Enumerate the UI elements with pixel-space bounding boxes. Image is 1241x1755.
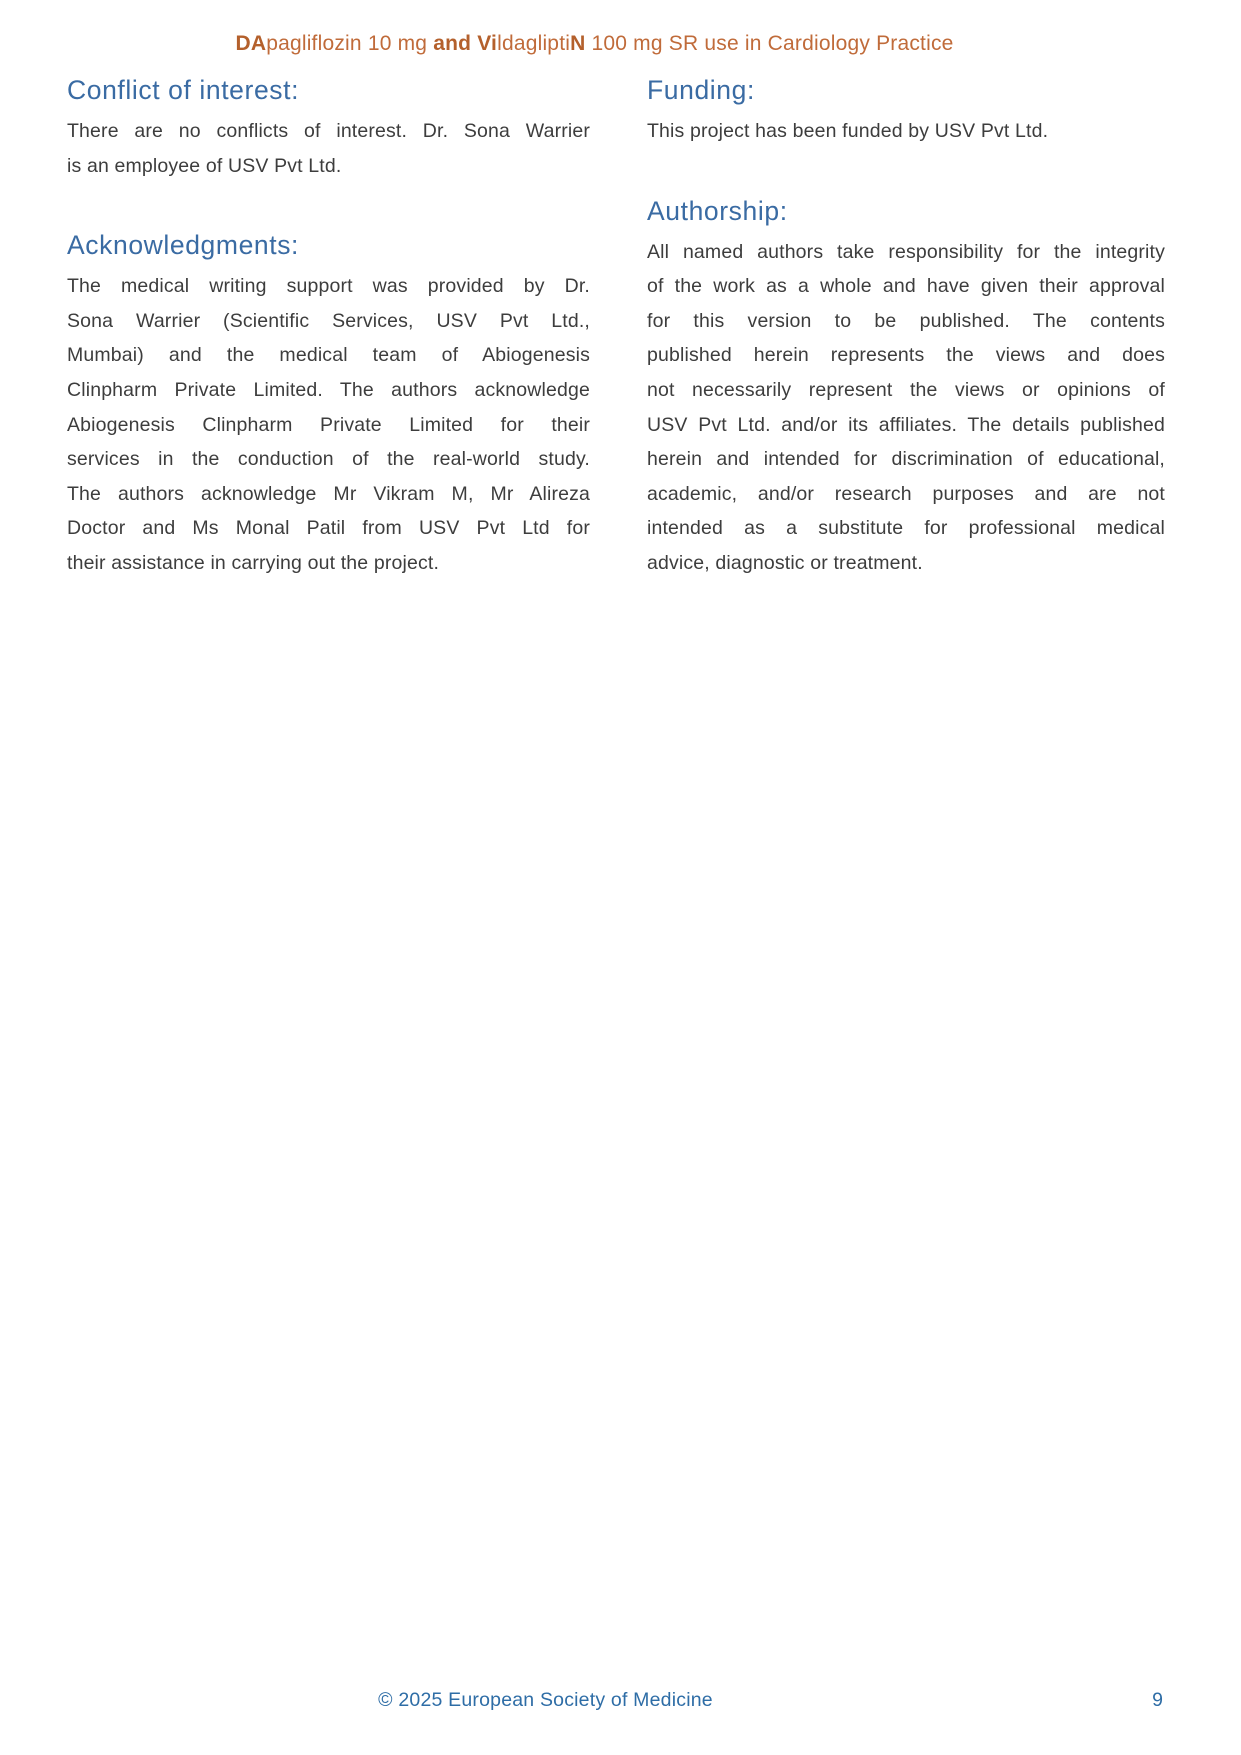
paragraph-line: intended as a substitute for professional medical: [647, 517, 1165, 540]
page-number: 9: [1152, 1689, 1163, 1711]
copyright-text: © 2025 European Society of Medicine: [378, 1689, 713, 1711]
running-head-segment: N: [570, 32, 586, 55]
section-funding: [647, 74, 1165, 149]
funding-heading: Funding:: [647, 75, 755, 105]
paragraph-line: published herein represents the views and does: [647, 344, 1165, 367]
running-head-segment: ldaglipti: [497, 32, 571, 55]
paragraph-line: All named authors take responsibility for the integrity: [647, 240, 1165, 263]
conflict-of-interest-paragraph: [67, 114, 590, 183]
paragraph-line: advice, diagnostic or treatment.: [647, 551, 923, 574]
paragraph-line: is an employee of USV Pvt Ltd.: [67, 154, 342, 177]
paragraph-line: USV Pvt Ltd. and/or its affiliates. The details published: [647, 413, 1165, 436]
paragraph-line: Mumbai) and the medical team of Abiogenesis: [67, 344, 590, 367]
paragraph-line: Clinpharm Private Limited. The authors acknowledge: [67, 378, 590, 401]
running-head: [0, 31, 1241, 57]
funding-paragraph: [647, 114, 1165, 149]
acknowledgments-heading: Acknowledgments:: [67, 230, 300, 261]
paragraph-line: their assistance in carrying out the project.: [67, 551, 440, 574]
authorship-heading: Authorship:: [647, 195, 788, 226]
paragraph-line: The authors acknowledge Mr Vikram M, Mr Alireza: [67, 482, 590, 505]
paragraph-line: Abiogenesis Clinpharm Private Limited for their: [67, 413, 590, 436]
paragraph-line: The medical writing support was provided by Dr.: [67, 275, 590, 298]
section-acknowledgments: [67, 229, 590, 580]
running-head-segment: 100 mg SR use in Cardiology Practice: [585, 32, 954, 55]
paragraph-line: herein and intended for discrimination of educational,: [647, 448, 1165, 471]
section-conflict-of-interest: [67, 74, 590, 183]
left-column: [67, 74, 590, 581]
section-authorship: [647, 195, 1165, 581]
paragraph-line: academic, and/or research purposes and are not: [647, 482, 1165, 505]
acknowledgments-paragraph: [67, 269, 590, 580]
authorship-paragraph: [647, 235, 1165, 581]
right-column: [647, 74, 1165, 581]
page-footer: [0, 1687, 1241, 1717]
paragraph-line: for this version to be published. The contents: [647, 309, 1165, 332]
content-columns: [67, 74, 1165, 581]
paragraph-line: of the work as a whole and have given their approval: [647, 275, 1165, 298]
conflict-of-interest-heading: Conflict of interest:: [67, 75, 300, 105]
paragraph-line: Sona Warrier (Scientific Services, USV Pvt Ltd.,: [67, 309, 590, 332]
paragraph-line: There are no conflicts of interest. Dr. Sona Warrier: [67, 120, 590, 142]
paragraph-line: services in the conduction of the real-world study.: [67, 448, 590, 471]
running-head-segment: DA: [235, 32, 267, 55]
paragraph-line: not necessarily represent the views or opinions of: [647, 378, 1165, 401]
running-head-segment: pagliflozin 10 mg: [266, 32, 434, 55]
paragraph-line: This project has been funded by USV Pvt Ltd.: [647, 120, 1049, 142]
running-head-segment: and: [433, 32, 472, 55]
running-head-segment: Vi: [477, 32, 498, 55]
paragraph-line: Doctor and Ms Monal Patil from USV Pvt Ltd for: [67, 517, 590, 540]
